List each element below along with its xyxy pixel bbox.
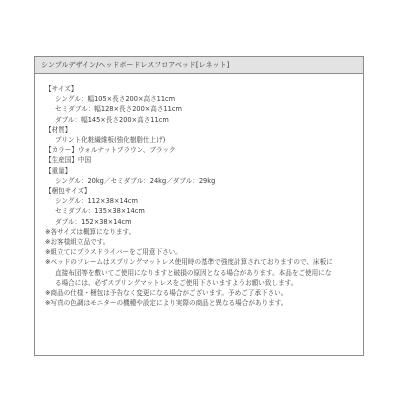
- note-photo-color: ※写真の色調はモニターの機種や設定により実際の商品と異なる場合があります。: [45, 299, 288, 308]
- note-assembly-required: ※お客様組立品です。: [45, 238, 110, 247]
- note-screwdriver: ※組立てにプラスドライバーをご用意下さい。: [45, 248, 182, 257]
- size-heading: 【サイズ】: [45, 85, 78, 93]
- color-line: 【カラー】ウォルナットブラウン、ブラック: [45, 146, 176, 155]
- package-heading: 【梱包サイズ】: [45, 187, 91, 196]
- size-single: シングル：幅105×長さ200×高さ11cm: [55, 95, 176, 104]
- note-approximate-size: ※各サイズは概算になります。: [45, 227, 136, 236]
- material-value: プリント化粧繊維板(強化樹脂仕上げ): [55, 136, 166, 145]
- package-semidouble: セミダブル：135×38×14cm: [55, 207, 145, 216]
- size-semidouble: セミダブル：幅128×長さ200×高さ11cm: [55, 105, 182, 114]
- weight-value: シングル：20kg／セミダブル：24kg／ダブル：29kg: [55, 176, 216, 185]
- spec-list: [35, 74, 363, 308]
- spec-title-bar: シンプルデザイン/ヘッドボードレスフロアベッド[レネット]: [35, 57, 363, 74]
- product-spec-panel: [34, 56, 364, 356]
- material-heading: 【材質】: [45, 125, 72, 134]
- size-double: ダブル：幅145×長さ200×高さ11cm: [55, 115, 169, 124]
- note-spring-mattress-2: 直接布団等を敷いてご使用になりますと破損の原因となる場合があります。本品をご使用にな: [55, 268, 332, 277]
- note-spring-mattress-3: る場合には、必ずスプリングマットレスをご使用下さいますようお願い致します。: [55, 278, 298, 287]
- note-spec-change: ※商品の仕様・梱包は予告なく変更になる場合がございます。予めご了承下さい。: [45, 289, 288, 298]
- package-single: シングル：112×38×14cm: [55, 197, 138, 206]
- package-double: ダブル：152×38×14cm: [55, 217, 132, 226]
- origin-line: 【生産国】中国: [45, 156, 92, 165]
- note-spring-mattress-1: ※ベッドのフレームはスプリングマットレス使用時の基準で強度計算されておりますので、床板に: [45, 258, 333, 267]
- weight-heading: 【重量】: [45, 166, 72, 175]
